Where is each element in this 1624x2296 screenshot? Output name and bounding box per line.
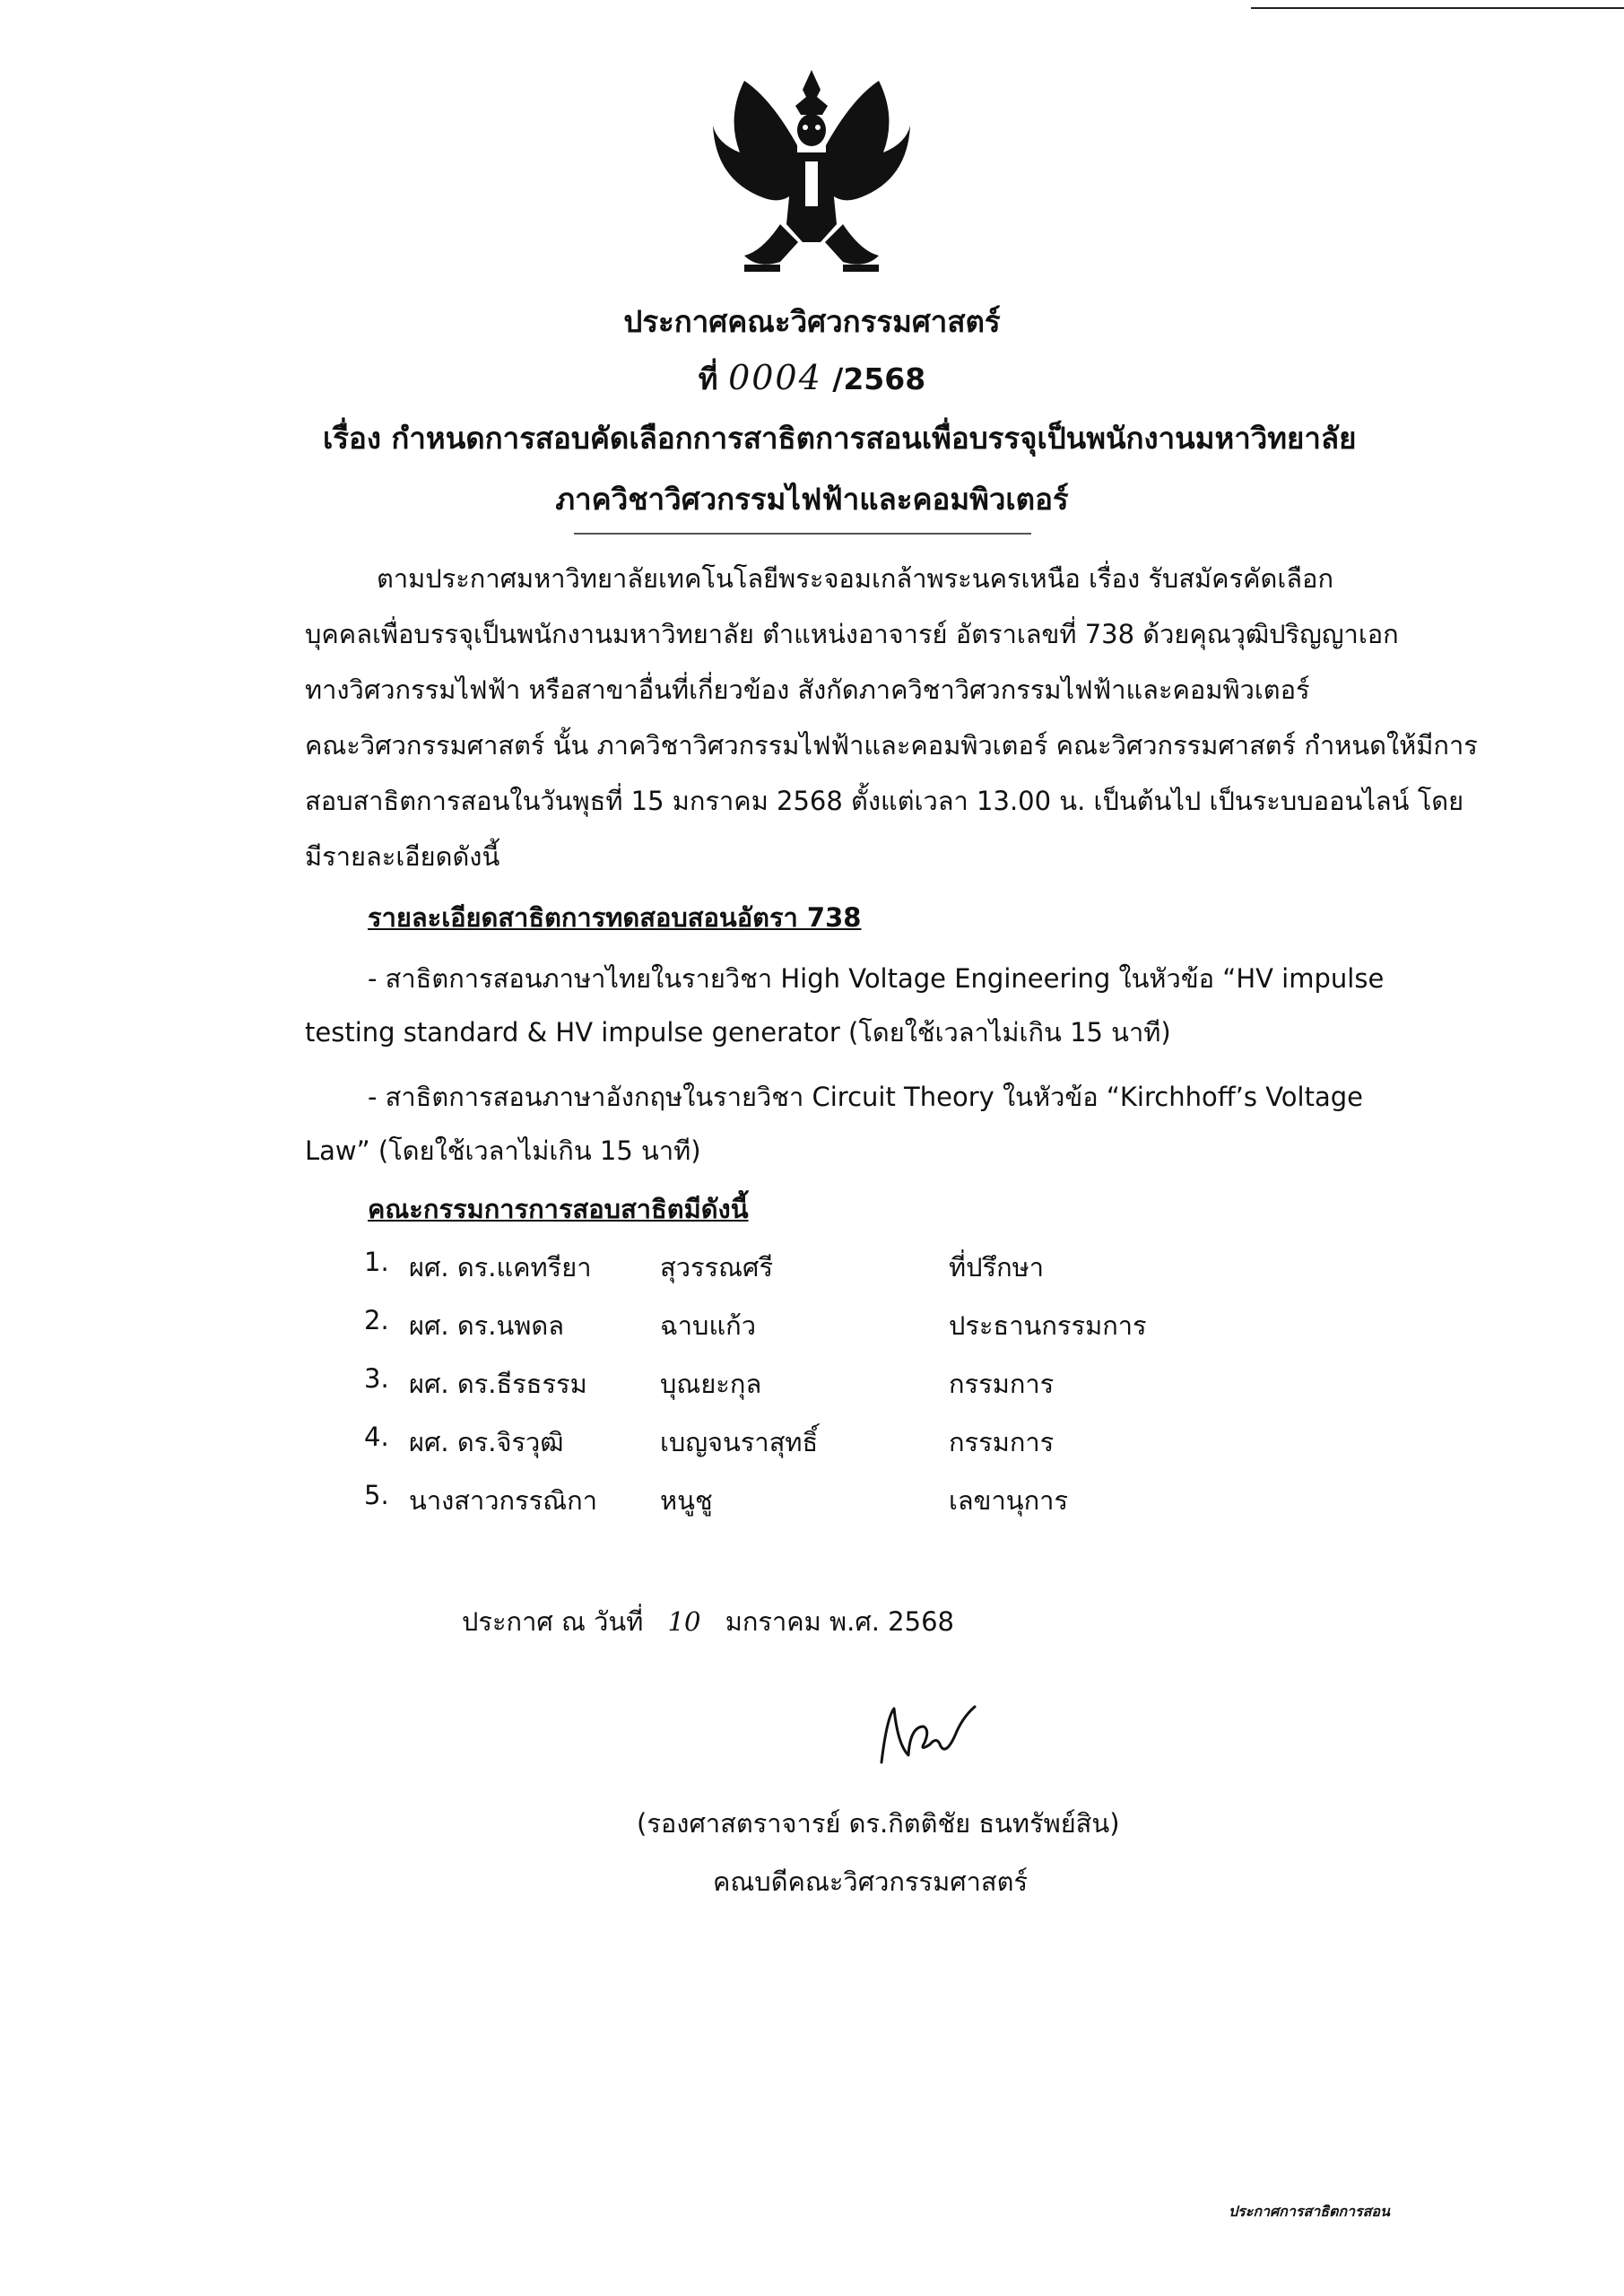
- number-handwritten: 0004: [728, 358, 822, 397]
- subject-line-2: ภาควิชาวิศวกรรมไฟฟ้าและคอมพิวเตอร์: [555, 482, 1069, 517]
- garuda-emblem-icon: [708, 63, 915, 296]
- paragraph-line: สอบสาธิตการสอนในวันพุธที่ 15 มกราคม 2568 ตั้งแต่เวลา 13.00 น. เป็นต้นไป เป็นระบบออนไลน์ โดย: [305, 786, 1464, 816]
- committee-name: ผศ. ดร.นพดล: [409, 1310, 565, 1341]
- committee-role: เลขานุการ: [949, 1485, 1069, 1516]
- date-day-handwritten: 10: [667, 1606, 701, 1637]
- committee-role: กรรมการ: [949, 1427, 1055, 1457]
- announcement-date: [462, 1601, 954, 1642]
- committee-surname: ฉาบแก้ว: [660, 1310, 756, 1341]
- top-edge-line: [1251, 7, 1624, 9]
- paragraph-line: บุคคลเพื่อบรรจุเป็นพนักงานมหาวิทยาลัย ตำแหน่งอาจารย์ อัตราเลขที่ 738 ด้วยคุณวุฒิปริญญาเอก: [305, 619, 1399, 649]
- announcement-title: ประกาศคณะวิศวกรรมศาสตร์: [623, 304, 1001, 339]
- date-prefix: ประกาศ ณ วันที่: [462, 1606, 644, 1637]
- detail-line: - สาธิตการสอนภาษาไทยในรายวิชา High Voltage Engineering ในหัวข้อ “HV impulse: [368, 963, 1385, 994]
- paragraph-line: ตามประกาศมหาวิทยาลัยเทคโนโลยีพระจอมเกล้าพระนครเหนือ เรื่อง รับสมัครคัดเลือก: [377, 563, 1333, 594]
- committee-role: ที่ปรึกษา: [949, 1252, 1045, 1283]
- committee-number: 1.: [364, 1247, 389, 1277]
- signatory-name: (รองศาสตราจารย์ ดร.กิตติชัย ธนทรัพย์สิน): [637, 1808, 1120, 1839]
- committee-surname: เบญจนราสุทธิ์: [660, 1427, 819, 1457]
- detail-line: testing standard & HV impulse generator (โดยใช้เวลาไม่เกิน 15 นาที): [305, 1017, 1171, 1048]
- number-prefix: ที่: [698, 361, 718, 396]
- committee-surname: หนูชู: [660, 1485, 713, 1516]
- committee-surname: บุณยะกุล: [660, 1369, 762, 1399]
- signatory-position: คณบดีคณะวิศวกรรมศาสตร์: [713, 1866, 1029, 1897]
- details-heading: รายละเอียดสาธิตการทดสอบสอนอัตรา 738: [368, 902, 862, 933]
- committee-name: ผศ. ดร.จิรวุฒิ: [409, 1427, 564, 1457]
- detail-line: Law” (โดยใช้เวลาไม่เกิน 15 นาที): [305, 1135, 701, 1166]
- paragraph-line: คณะวิศวกรรมศาสตร์ นั้น ภาควิชาวิศวกรรมไฟฟ้าและคอมพิวเตอร์ คณะวิศวกรรมศาสตร์ กำหนดให้มีการ: [305, 730, 1478, 761]
- subject-line-1: เรื่อง กำหนดการสอบคัดเลือกการสาธิตการสอนเพื่อบรรจุเป็นพนักงานมหาวิทยาลัย: [323, 421, 1357, 456]
- committee-surname: สุวรรณศรี: [660, 1252, 774, 1283]
- number-suffix: /2568: [832, 361, 926, 396]
- paragraph-line: ทางวิศวกรรมไฟฟ้า หรือสาขาอื่นที่เกี่ยวข้อง สังกัดภาควิชาวิศวกรรมไฟฟ้าและคอมพิวเตอร์: [305, 674, 1310, 705]
- committee-role: กรรมการ: [949, 1369, 1055, 1399]
- detail-line: - สาธิตการสอนภาษาอังกฤษในรายวิชา Circuit Theory ในหัวข้อ “Kirchhoff’s Voltage: [368, 1082, 1364, 1112]
- committee-number: 3.: [364, 1363, 389, 1394]
- committee-role: ประธานกรรมการ: [949, 1310, 1147, 1341]
- committee-name: ผศ. ดร.แคทรียา: [409, 1252, 592, 1283]
- committee-name: ผศ. ดร.ธีรธรรม: [409, 1369, 587, 1399]
- footer-note: ประกาศการสาธิตการสอน: [1229, 2203, 1390, 2220]
- committee-number: 2.: [364, 1305, 389, 1335]
- handwritten-signature-icon: [874, 1700, 982, 1771]
- committee-number: 5.: [364, 1480, 389, 1510]
- committee-number: 4.: [364, 1422, 389, 1452]
- committee-heading: คณะกรรมการการสอบสาธิตมีดังนี้: [368, 1194, 749, 1224]
- announcement-number: [0, 355, 1624, 403]
- title-divider: [574, 533, 1031, 535]
- committee-name: นางสาวกรรณิกา: [409, 1485, 597, 1516]
- paragraph-line: มีรายละเอียดดังนี้: [305, 841, 500, 872]
- date-suffix: มกราคม พ.ศ. 2568: [725, 1606, 954, 1637]
